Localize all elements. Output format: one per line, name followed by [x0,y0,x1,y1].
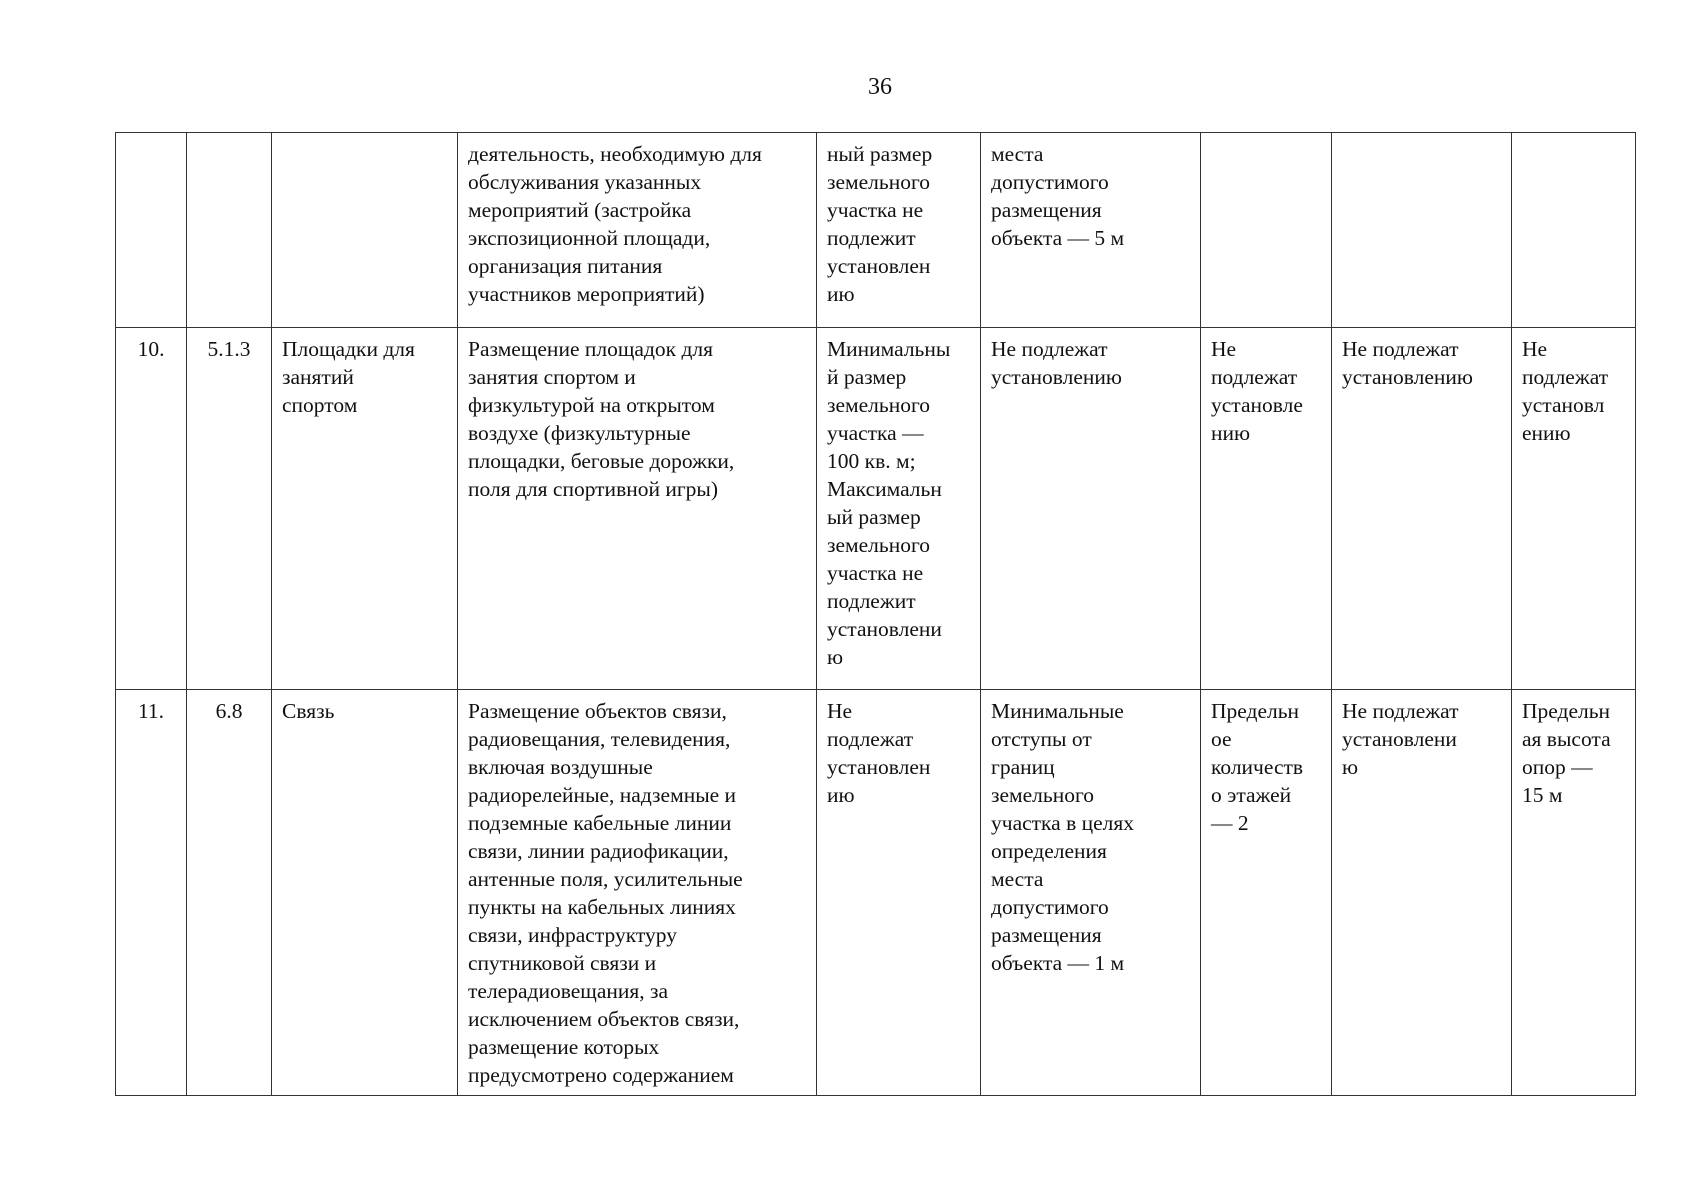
table-row [116,133,1636,328]
setbacks-cell: места допустимого размещения объекта — 5 м [981,133,1201,328]
floors-cell [1201,133,1332,328]
use-name-cell: Связь [272,690,458,1096]
setbacks-cell: Минимальные отступы от границ земельного участка в целях определения места допустимого размещения объекта — 1 м [981,690,1201,1096]
setbacks-cell: Не подлежат установлению [981,328,1201,690]
coverage-cell: Не подлежат установлени ю [1332,690,1512,1096]
plot-size-cell: ный размер земельного участка не подлежит установлен ию [817,133,981,328]
floors-cell: Не подлежат установле нию [1201,328,1332,690]
table-row [116,328,1636,690]
table-row [116,690,1636,1096]
floors-cell: Предельн ое количеств о этажей — 2 [1201,690,1332,1096]
plot-size-cell: Минимальны й размер земельного участка — 100 кв. м; Максимальн ый размер земельного участка не подлежит установлени ю [817,328,981,690]
row-number-cell: 11. [116,690,187,1096]
height-cell [1512,133,1636,328]
use-name-cell [272,133,458,328]
height-cell: Не подлежат установл ению [1512,328,1636,690]
coverage-cell: Не подлежат установлению [1332,328,1512,690]
use-name-cell: Площадки для занятий спортом [272,328,458,690]
land-use-regulations-table [115,132,1636,1096]
page-number: 36 [868,74,892,100]
description-cell: Размещение площадок для занятия спортом и физкультурой на открытом воздухе (физкультурные площадки, беговые дорожки, поля для спортивной игры) [458,328,817,690]
coverage-cell [1332,133,1512,328]
description-cell: Размещение объектов связи, радиовещания, телевидения, включая воздушные радиорелейные, надземные и подземные кабельные линии связи, линии радиофикации, антенные поля, усилительные пункты на кабельных линиях связи, инфраструктуру спутниковой связи и телерадиовещания, за исключением объектов связи, размещение которых предусмотрено содержанием [458,690,817,1096]
row-number-cell [116,133,187,328]
use-code-cell [187,133,272,328]
description-cell: деятельность, необходимую для обслуживания указанных мероприятий (застройка экспозиционной площади, организация питания участников мероприятий) [458,133,817,328]
row-number-cell: 10. [116,328,187,690]
height-cell: Предельн ая высота опор — 15 м [1512,690,1636,1096]
use-code-cell: 5.1.3 [187,328,272,690]
use-code-cell: 6.8 [187,690,272,1096]
plot-size-cell: Не подлежат установлен ию [817,690,981,1096]
